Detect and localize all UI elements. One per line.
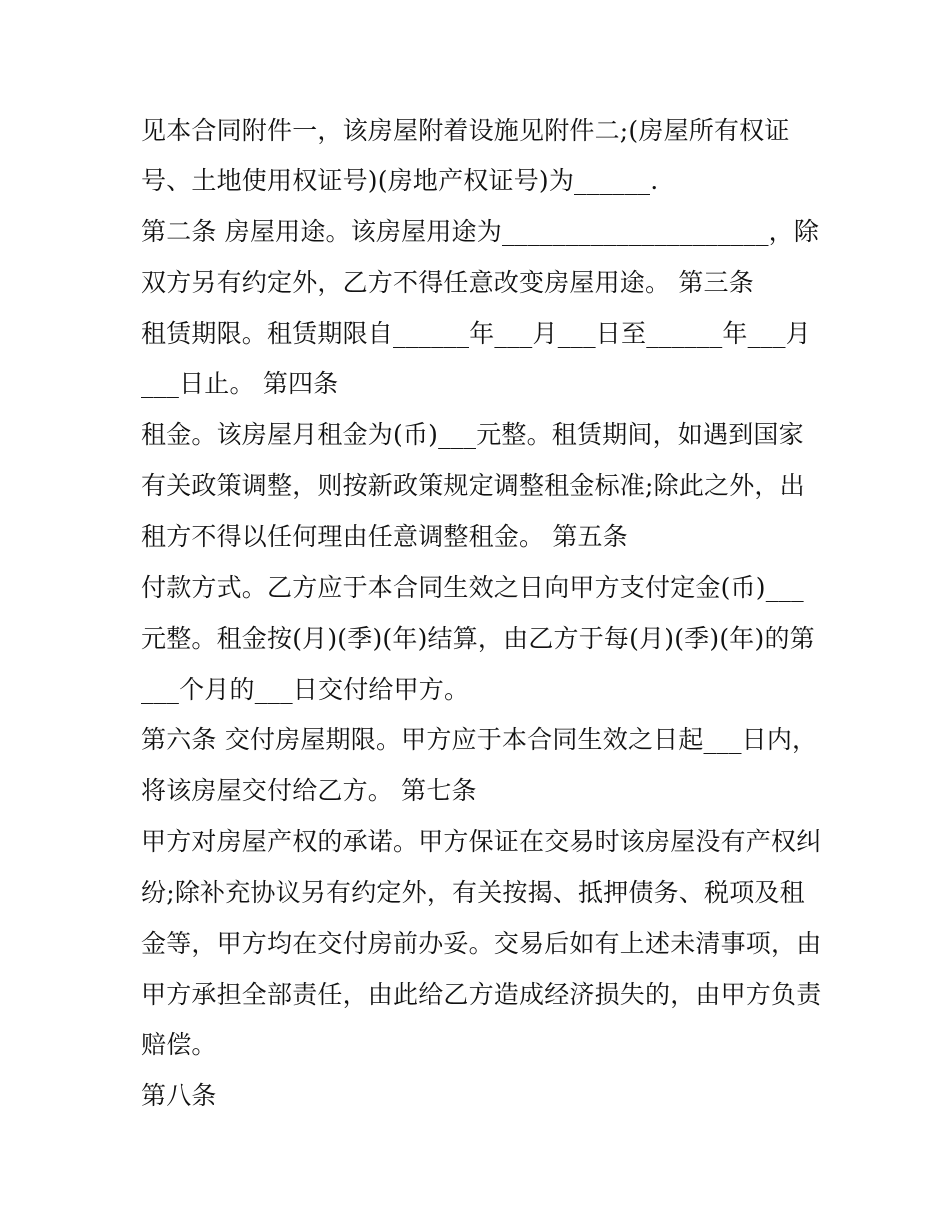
paragraph-line: 有关政策调整，则按新政策规定调整租金标准;除此之外，出 xyxy=(141,471,805,500)
paragraph-line: 见本合同附件一，该房屋附着设施见附件二;(房屋所有权证 xyxy=(141,116,790,145)
paragraph-line: 金等，甲方均在交付房前办妥。交易后如有上述未清事项，由 xyxy=(141,929,822,958)
paragraph-line: 甲方对房屋产权的承诺。甲方保证在交易时该房屋没有产权纠 xyxy=(141,827,822,856)
paragraph-line: 甲方承担全部责任，由此给乙方造成经济损失的，由甲方负责 xyxy=(141,980,822,1009)
paragraph-line: 第二条 房屋用途。该房屋用途为_____________________，除 xyxy=(141,217,820,246)
paragraph-line: 租金。该房屋月租金为(币)___元整。租赁期间，如遇到国家 xyxy=(141,420,804,449)
paragraph-line: 号、土地使用权证号)(房地产权证号)为______. xyxy=(141,166,659,195)
paragraph-line: 租赁期限。租赁期限自______年___月___日至______年___月 xyxy=(141,319,811,348)
paragraph-line: 纷;除补充协议另有约定外，有关按揭、抵押债务、税项及租 xyxy=(141,878,805,907)
paragraph-line: ___日止。 第四条 xyxy=(141,369,339,398)
paragraph-line: ___个月的___日交付给甲方。 xyxy=(141,675,470,704)
paragraph-line: 付款方式。乙方应于本合同生效之日向甲方支付定金(币)___ xyxy=(141,573,804,602)
section-heading: 第八条 xyxy=(141,1081,217,1110)
paragraph-line: 第六条 交付房屋期限。甲方应于本合同生效之日起___日内， xyxy=(141,725,818,754)
paragraph-line: 赔偿。 xyxy=(141,1030,217,1059)
paragraph-line: 元整。租金按(月)(季)(年)结算，由乙方于每(月)(季)(年)的第 xyxy=(141,624,815,653)
paragraph-line: 租方不得以任何理由任意调整租金。 第五条 xyxy=(141,522,628,551)
paragraph-line: 双方另有约定外，乙方不得任意改变房屋用途。 第三条 xyxy=(141,268,754,297)
paragraph-line: 将该房屋交付给乙方。 第七条 xyxy=(141,776,477,805)
